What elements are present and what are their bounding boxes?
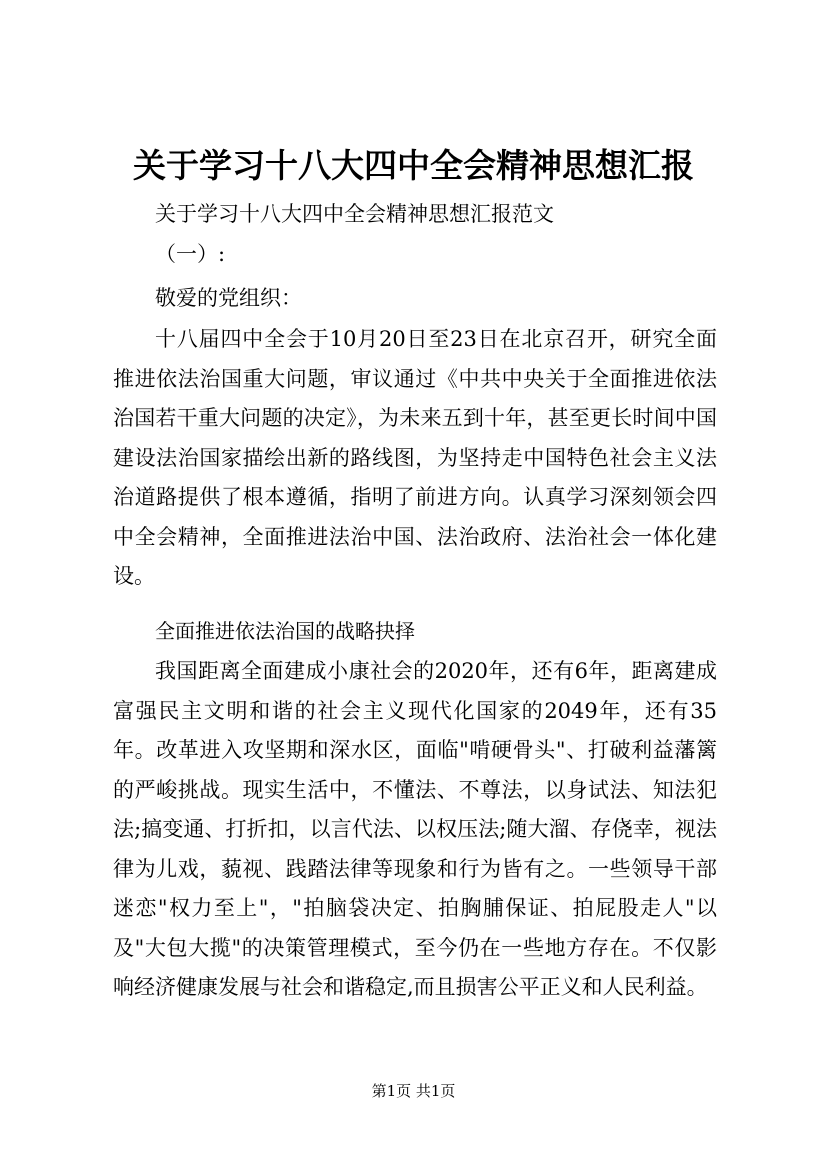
paragraph-body: 我国距离全面建成小康社会的2020年，还有6年，距离建成富强民主文明和谐的社会主义现代化国家的2049年，还有35年。改革进入攻坚期和深水区，面临"啃硬骨头"、打破利益藩篱的严峻挑战。现实生活中，不懂法、不尊法，以身试法、知法犯法;搞变通、打折扣，以言代法、以权压法;随大溜、存侥幸，视法律为儿戏，藐视、践踏法律等现象和行为皆有之。一些领导干部迷恋"权力至上"，"拍脑袋决定、拍胸脯保证、拍屁股走人"以及"大包大揽"的决策管理模式，至今仍在一些地方存在。不仅影响经济健康发展与社会和谐稳定,而且损害公平正义和人民利益。 [113, 659, 717, 999]
section-heading: 全面推进依法治国的战略抉择 [155, 619, 415, 643]
salutation: 敬爱的党组织： [155, 286, 302, 310]
page-footer: 第1页 共1页 [371, 1082, 456, 1100]
document-subtitle: 关于学习十八大四中全会精神思想汇报范文 [155, 202, 554, 226]
paragraph-intro: 十八届四中全会于10月20日至23日在北京召开，研究全面推进依法治国重大问题，审议通过《中共中央关于全面推进依法治国若干重大问题的决定》，为未来五到十年，甚至更长时间中国建设法治国家描绘出新的路线图，为坚持走中国特色社会主义法治道路提供了根本遵循，指明了前进方向。认真学习深刻领会四中全会精神，全面推进法治中国、法治政府、法治社会一体化建设。 [113, 327, 717, 588]
section-marker: （一）: [155, 242, 226, 266]
document-title: 关于学习十八大四中全会精神思想汇报 [133, 146, 694, 185]
